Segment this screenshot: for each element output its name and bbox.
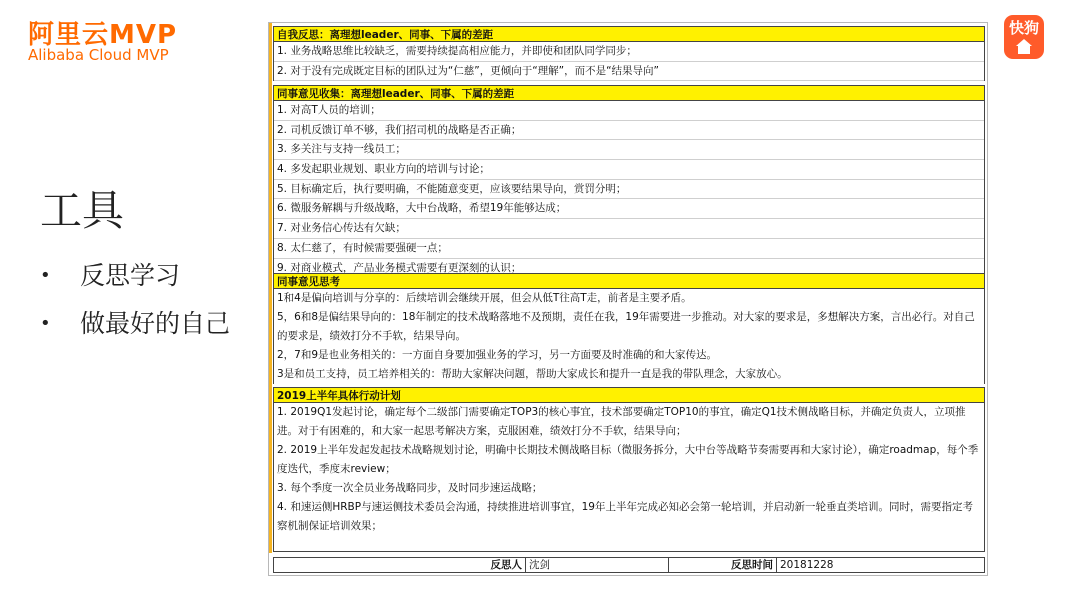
paragraph: 2. 2019上半年发起发起技术战略规划讨论，明确中长期技术侧战略目标（微服务拆分，大中台等战略节奏需要再和大家讨论），确定roadmap，每个季度迭代，季度末review； — [277, 444, 979, 475]
bullet-list — [40, 258, 230, 354]
reflection-time-label: 反思时间 — [669, 558, 777, 572]
paragraph: 3. 每个季度一次全员业务战略同步，及时同步速运战略； — [277, 482, 543, 494]
paragraph: 1. 2019Q1发起讨论，确定每个二级部门需要确定TOP3的核心事宜，技术部要确定TOP10的事宜，确定Q1技术侧战略目标，并确定负责人，立项推进。对于有困难的，和大家一起思考解决方案，克服困难，绩效打分不手软，结果导向； — [277, 406, 966, 437]
colleague-feedback-section — [273, 85, 985, 278]
paragraph: 5，6和8是偏结果导向的：18年制定的技术战略落地不及预期，责任在我，19年需要进一步推动。对大家的要求是，多想解决方案，言出必行。对自己的要求是，绩效打分不手软，结果导向。 — [277, 311, 975, 342]
reflector-label: 反思人 — [274, 558, 526, 572]
bullet-dot-icon: • — [40, 265, 51, 286]
feedback-thoughts-section — [273, 273, 985, 384]
section-header: 2019上半年具体行动计划 — [273, 387, 985, 403]
section-header: 同事意见思考 — [273, 273, 985, 289]
reflection-document — [268, 22, 988, 576]
list-item: 3. 多关注与支持一线员工； — [274, 140, 984, 160]
kuaigou-app-icon — [1004, 15, 1044, 59]
list-item: 9. 对商业模式，产品业务模式需要有更深刻的认识； — [274, 259, 984, 279]
list-item: 4. 多发起职业规划、职业方向的培训与讨论； — [274, 160, 984, 180]
list-item: 2. 司机反馈订单不够，我们招司机的战略是否正确； — [274, 121, 984, 141]
list-item: 5. 目标确定后，执行要明确，不能随意变更，应该要结果导向，赏罚分明； — [274, 180, 984, 200]
bullet-dot-icon: • — [40, 313, 51, 334]
action-plan-section — [273, 387, 985, 552]
alibaba-cloud-mvp-logo: 阿里云MVP — [28, 20, 178, 50]
house-icon — [1016, 39, 1032, 46]
section-header: 自我反思：离理想leader、同事、下属的差距 — [273, 26, 985, 42]
paragraph: 1和4是偏向培训与分享的：后续培训会继续开展，但会从低T往高T走，前者是主要矛盾。 — [277, 292, 692, 304]
document-footer — [273, 557, 985, 573]
alibaba-cloud-mvp-subtitle: Alibaba Cloud MVP — [28, 46, 169, 64]
list-item: 1. 业务战略思维比较缺乏，需要持续提高相应能力，并即使和团队同学同步； — [274, 42, 984, 62]
list-item: 6. 微服务解耦与升级战略，大中台战略，希望19年能够达成； — [274, 199, 984, 219]
list-item: 7. 对业务信心传达有欠缺； — [274, 219, 984, 239]
list-item: 2. 对于没有完成既定目标的团队过为“仁慈”，更倾向于“理解”，而不是“结果导向” — [274, 62, 984, 82]
reflector-value: 沈剑 — [526, 558, 669, 572]
paragraph: 2，7和9是也业务相关的：一方面自身要加强业务的学习，另一方面要及时准确的和大家传达。 — [277, 349, 718, 361]
app-icon-label: 快狗 — [1008, 19, 1039, 37]
list-item: 1. 对高T人员的培训； — [274, 101, 984, 121]
self-reflection-section — [273, 26, 985, 81]
bullet-item: • 做最好的自己 — [40, 306, 230, 354]
reflection-time-value: 20181228 — [780, 559, 834, 571]
section-header: 同事意见收集：离理想leader、同事、下属的差距 — [273, 85, 985, 101]
bullet-item: • 反思学习 — [40, 258, 230, 306]
list-item: 8. 太仁慈了，有时候需要强硬一点； — [274, 239, 984, 259]
slide-title: 工具 — [40, 186, 125, 235]
paragraph: 3是和员工支持，员工培养相关的：帮助大家解决问题，帮助大家成长和提升一直是我的带队理念，大家放心。 — [277, 368, 788, 380]
paragraph: 4. 和速运侧HRBP与速运侧技术委员会沟通，持续推进培训事宜，19年上半年完成必知必会第一轮培训，并启动新一轮垂直类培训。同时，需要指定考察机制保证培训效果； — [277, 501, 973, 532]
